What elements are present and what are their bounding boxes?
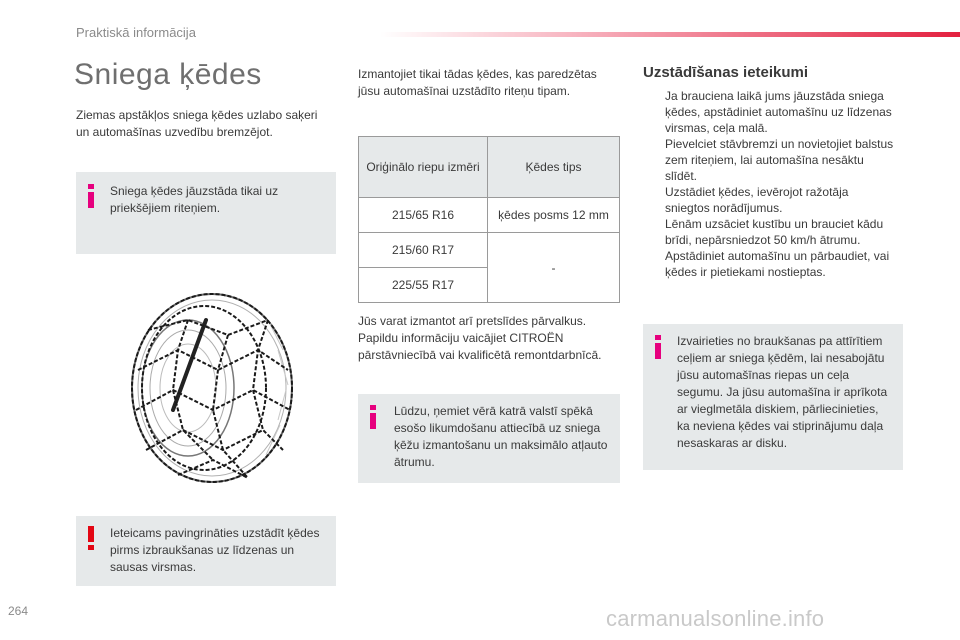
table-cell-size: 215/60 R17 <box>359 233 488 268</box>
page-title: Sniega ķēdes <box>74 58 262 91</box>
table-cell-chain: ķēdes posms 12 mm <box>488 198 620 233</box>
warning-box-practice: Ieteicams pavingrināties uzstādīt ķēdes pirms izbraukšanas uz līdzenas un sausas virsmas. <box>76 516 336 586</box>
section-header: Praktiskā informācija <box>76 25 196 40</box>
table-row <box>359 198 620 233</box>
chain-type-paragraph: Izmantojiet tikai tādas ķēdes, kas paredzētas jūsu automašīnai uzstādīto riteņu tipam. <box>358 67 597 98</box>
info-box-legislation: Lūdzu, ņemiet vērā katrā valstī spēkā esošo likumdošanu attiecībā uz sniega ķēžu izmantošanu un maksimālo atļauto ātrumu. <box>358 394 620 483</box>
header-accent-bar <box>380 32 960 37</box>
list-item: Pievelciet stāvbremzi un novietojiet balstus zem riteņiem, lai automašīna nesāktu slīdēt. <box>665 137 894 183</box>
table-row <box>359 233 620 268</box>
table-cell-size: 225/55 R17 <box>359 268 488 303</box>
table-cell-size: 215/65 R16 <box>359 198 488 233</box>
list-item: Ja brauciena laikā jums jāuzstāda sniega ķēdes, apstādiniet automašīnu uz līdzenas virsmas, ceļa malā. <box>665 89 892 135</box>
warning-exclamation-icon <box>86 526 96 550</box>
info-icon <box>86 184 96 208</box>
table-header-chain: Ķēdes tips <box>488 137 620 198</box>
installation-steps-list <box>643 88 908 280</box>
snow-chain-tire-illustration <box>118 290 298 486</box>
list-item: Lēnām uzsāciet kustību un brauciet kādu brīdi, nepārsniedzot 50 km/h ātrumu. <box>665 217 884 247</box>
page-number: 264 <box>8 604 29 618</box>
table-header-size: Oriģinālo riepu izmēri <box>359 137 488 198</box>
list-item: Apstādiniet automašīnu un pārbaudiet, vai ķēdes ir pietiekami nostieptas. <box>665 249 890 279</box>
intro-paragraph: Ziemas apstākļos sniega ķēdes uzlabo saķeri un automašīnas uzvedību bremzējot. <box>76 108 318 139</box>
info-icon <box>368 405 378 429</box>
table-cell-chain: - <box>488 233 620 303</box>
watermark-text: carmanualsonline.info <box>606 606 825 631</box>
list-item: Uzstādiet ķēdes, ievērojot ražotāja sniegtos norādījumus. <box>665 185 849 215</box>
table-header-row <box>359 137 620 198</box>
tire-chain-table <box>358 136 620 303</box>
installation-title: Uzstādīšanas ieteikumi <box>643 64 809 81</box>
info-box-front-wheels: Sniega ķēdes jāuzstāda tikai uz priekšējiem riteņiem. <box>76 172 336 254</box>
info-box-cleared-roads: Izvairieties no braukšanas pa attīrītiem ceļiem ar sniega ķēdēm, lai nesabojātu jūsu automašīnas riepas un ceļa segumu. Ja jūsu automašīna ir aprīkota ar vieglmetāla diskiem, pārliecinieties, ka neviena ķēdes vai stiprinājumu daļa nesaskaras ar disku. <box>643 324 903 470</box>
info-icon <box>653 335 663 359</box>
anti-skid-paragraph: Jūs varat izmantot arī pretslīdes pārvalkus. Papildu informāciju vaicājiet CITROËN pārstāvniecībā vai kvalificētā remontdarbnīcā. <box>358 314 602 362</box>
